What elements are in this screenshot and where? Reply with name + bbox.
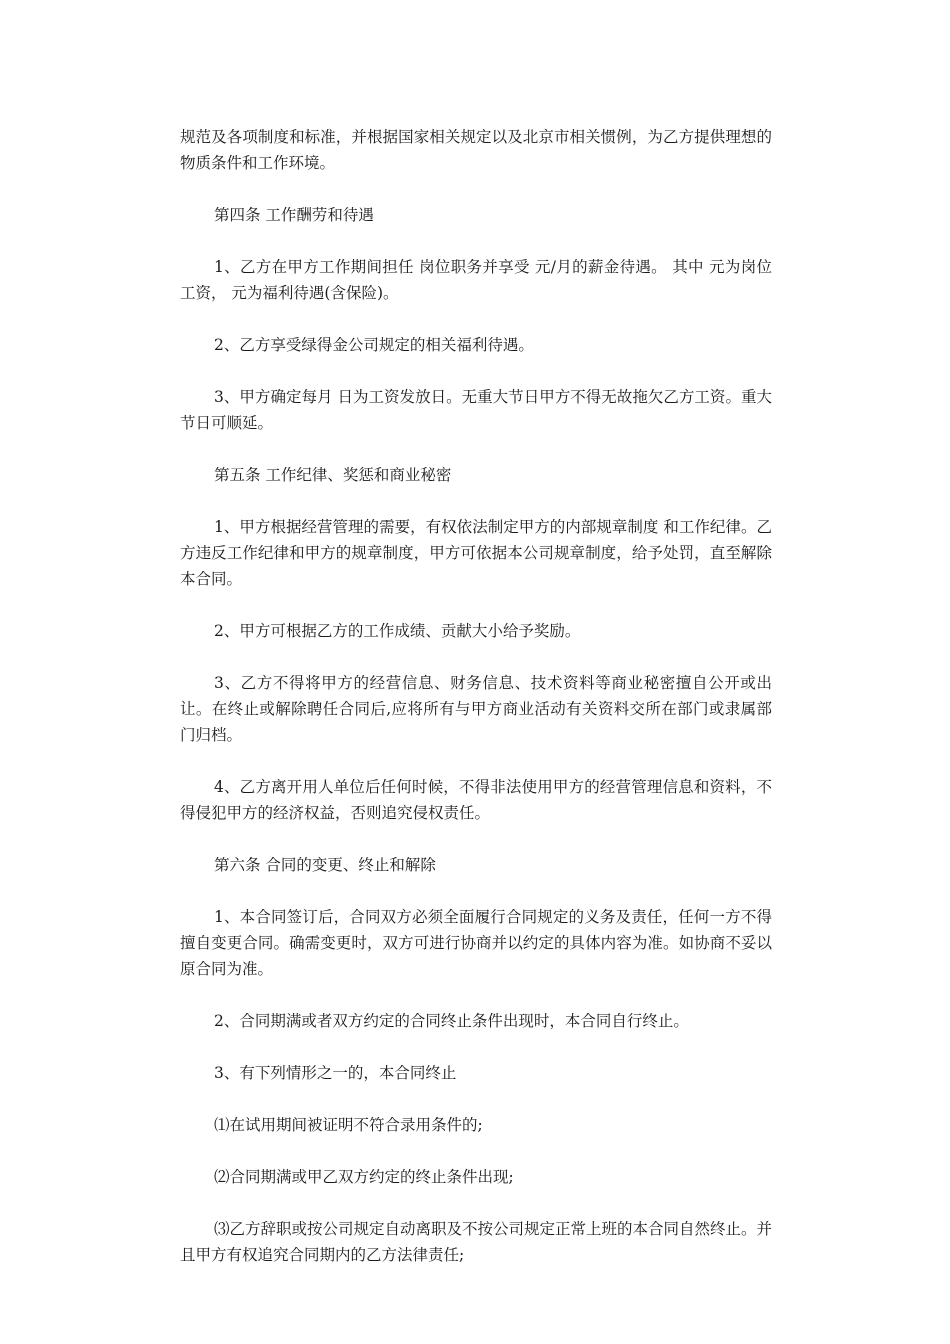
- list-item-2: ⑵合同期满或甲乙双方约定的终止条件出现;: [214, 1168, 514, 1186]
- paragraph-1: 规范及各项制度和标准，并根据国家相关规定以及北京市相关惯例，为乙方提供理想的物质条件和工作环境。: [180, 128, 772, 172]
- paragraph-4-3: 3、甲方确定每月 日为工资发放日。无重大节日甲方不得无故拖欠乙方工资。重大节日可顺延。: [180, 388, 772, 432]
- section-heading-5: 第五条 工作纪律、奖惩和商业秘密: [214, 466, 452, 484]
- list-item-3: ⑶乙方辞职或按公司规定自动离职及不按公司规定正常上班的本合同自然终止。并且甲方有权追究合同期内的乙方法律责任;: [180, 1220, 773, 1264]
- paragraph-5-3: 3、乙方不得将甲方的经营信息、财务信息、技术资料等商业秘密擅自公开或出让。在终止或解除聘任合同后,应将所有与甲方商业活动有关资料交所在部门或隶属部门归档。: [180, 674, 772, 744]
- paragraph-6-3: 3、有下列情形之一的，本合同终止: [214, 1064, 457, 1082]
- section-heading-6: 第六条 合同的变更、终止和解除: [214, 856, 436, 874]
- paragraph-4-2: 2、乙方享受绿得金公司规定的相关福利待遇。: [214, 336, 534, 354]
- paragraph-5-2: 2、甲方可根据乙方的工作成绩、贡献大小给予奖励。: [214, 622, 581, 640]
- section-heading-4: 第四条 工作酬劳和待遇: [214, 206, 374, 224]
- paragraph-5-1: 1、甲方根据经营管理的需要，有权依法制定甲方的内部规章制度 和工作纪律。乙方违反工作纪律和甲方的规章制度，甲方可依据本公司规章制度，给予处罚，直至解除本合同。: [180, 518, 772, 588]
- list-item-1: ⑴在试用期间被证明不符合录用条件的;: [214, 1116, 483, 1134]
- paragraph-5-4: 4、乙方离开用人单位后任何时候，不得非法使用甲方的经营管理信息和资料，不得侵犯甲方的经济权益，否则追究侵权责任。: [180, 778, 772, 822]
- paragraph-6-1: 1、本合同签订后，合同双方必须全面履行合同规定的义务及责任，任何一方不得擅自变更合同。确需变更时，双方可进行协商并以约定的具体内容为准。如协商不妥以原合同为准。: [180, 908, 772, 978]
- paragraph-6-2: 2、合同期满或者双方约定的合同终止条件出现时，本合同自行终止。: [214, 1012, 689, 1030]
- paragraph-4-1: 1、乙方在甲方工作期间担任 岗位职务并享受 元/月的薪金待遇。 其中 元为岗位工资， 元为福利待遇(含保险)。: [180, 258, 772, 302]
- document-body: [180, 124, 772, 1294]
